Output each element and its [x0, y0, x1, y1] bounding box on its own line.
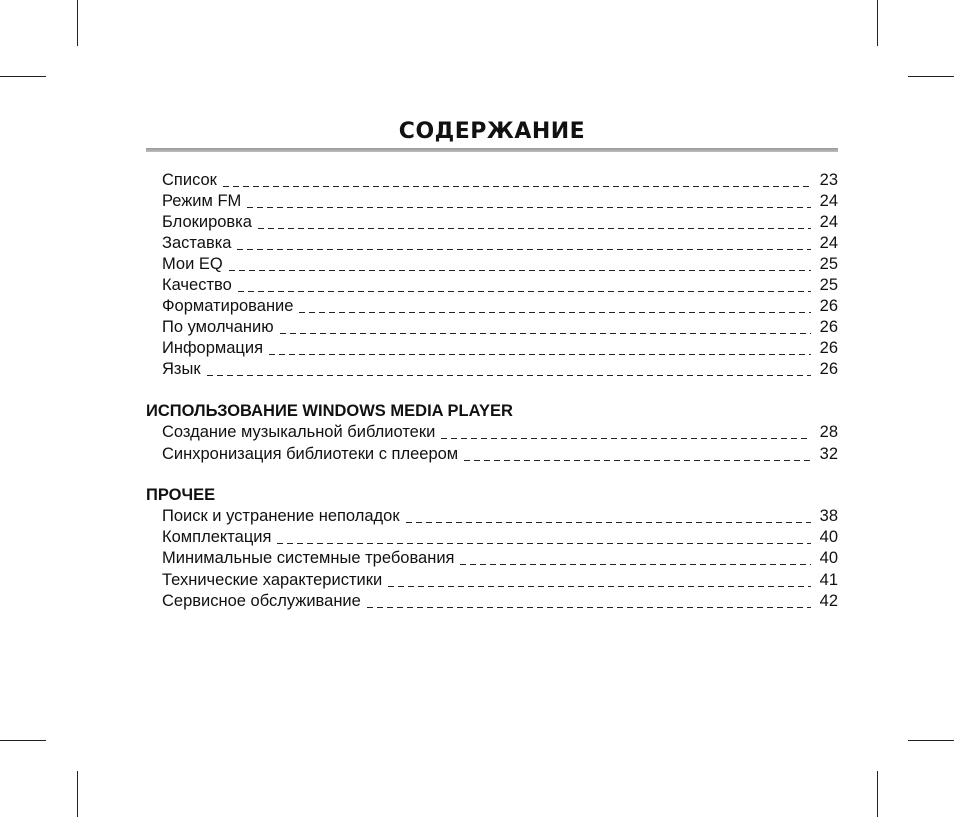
toc-entry[interactable] — [162, 317, 838, 338]
toc-entry-label: Минимальные системные требования — [162, 549, 455, 567]
dot-leader — [223, 186, 811, 187]
toc-entry-label: Синхронизация библиотеки с плеером — [162, 445, 459, 463]
toc-entry-page: 38 — [819, 507, 838, 525]
toc-entry[interactable] — [162, 296, 838, 317]
toc-entry-page: 25 — [819, 255, 838, 273]
toc-entry-label: Создание музыкальной библиотеки — [162, 423, 436, 441]
toc-entry-label: Форматирование — [162, 297, 294, 315]
crop-mark — [908, 76, 954, 77]
toc-entry[interactable] — [162, 212, 838, 233]
dot-leader — [460, 564, 811, 565]
toc-entry[interactable] — [162, 591, 838, 612]
toc-entry-page: 26 — [819, 360, 838, 378]
crop-mark — [0, 76, 46, 77]
dot-leader — [277, 543, 811, 544]
toc-entry-label: Качество — [162, 276, 232, 294]
toc-entry-page: 40 — [819, 528, 838, 546]
dot-leader — [237, 249, 811, 250]
toc-entry[interactable] — [162, 233, 838, 254]
toc-entry-page: 42 — [819, 592, 838, 610]
toc-entry-label: По умолчанию — [162, 318, 274, 336]
toc-entry-label: Комплектация — [162, 528, 272, 546]
toc-entry-page: 28 — [819, 423, 838, 441]
toc-entry-page: 24 — [819, 234, 838, 252]
section-heading: ПРОЧЕЕ — [146, 486, 216, 504]
dot-leader — [367, 607, 811, 608]
dot-leader — [269, 354, 811, 355]
crop-mark — [77, 0, 78, 46]
toc-entry-label: Поиск и устранение неполадок — [162, 507, 400, 525]
toc-entry-page: 32 — [819, 445, 838, 463]
dot-leader — [207, 375, 811, 376]
dot-leader — [464, 460, 811, 461]
toc-entry[interactable] — [162, 254, 838, 275]
toc-entry[interactable] — [162, 275, 838, 296]
dot-leader — [441, 438, 811, 439]
toc-entry-page: 24 — [819, 213, 838, 231]
dot-leader — [229, 270, 811, 271]
dot-leader — [247, 207, 811, 208]
toc-entry[interactable] — [162, 527, 838, 548]
dot-leader — [406, 522, 811, 523]
toc-entry[interactable] — [162, 506, 838, 527]
toc-entry-page: 24 — [819, 192, 838, 210]
toc-entry-page: 26 — [819, 339, 838, 357]
crop-mark — [877, 0, 878, 46]
toc-entry-page: 26 — [819, 318, 838, 336]
page-title: СОДЕРЖАНИЕ — [398, 119, 586, 144]
toc-entry-page: 40 — [819, 549, 838, 567]
dot-leader — [258, 228, 811, 229]
crop-mark — [877, 771, 878, 817]
crop-mark — [0, 740, 46, 741]
dot-leader — [388, 586, 811, 587]
toc-entry[interactable] — [162, 444, 838, 465]
crop-mark — [908, 740, 954, 741]
toc-entry-label: Информация — [162, 339, 264, 357]
section-heading: ИСПОЛЬЗОВАНИЕ WINDOWS MEDIA PLAYER — [146, 402, 513, 420]
toc-entry-label: Язык — [162, 360, 201, 378]
title-rule — [146, 148, 838, 152]
toc-entry-label: Заставка — [162, 234, 232, 252]
crop-mark — [77, 771, 78, 817]
toc-entry-page: 41 — [819, 571, 838, 589]
toc-entry-page: 25 — [819, 276, 838, 294]
toc-entry[interactable] — [162, 359, 838, 380]
toc-entry[interactable] — [162, 548, 838, 569]
toc-entry-page: 26 — [819, 297, 838, 315]
dot-leader — [299, 312, 811, 313]
dot-leader — [238, 291, 811, 292]
toc-entry-label: Технические характеристики — [162, 571, 383, 589]
dot-leader — [280, 333, 811, 334]
toc-entry-page: 23 — [819, 171, 838, 189]
toc-entry-label: Блокировка — [162, 213, 252, 231]
toc-entry-label: Список — [162, 171, 217, 189]
toc-entry[interactable] — [162, 170, 838, 191]
toc-entry-label: Мои EQ — [162, 255, 223, 273]
toc-entry[interactable] — [162, 570, 838, 591]
toc-entry[interactable] — [162, 338, 838, 359]
toc-entry-label: Режим FM — [162, 192, 242, 210]
toc-entry-label: Сервисное обслуживание — [162, 592, 361, 610]
toc-entry[interactable] — [162, 422, 838, 443]
toc-entry[interactable] — [162, 191, 838, 212]
